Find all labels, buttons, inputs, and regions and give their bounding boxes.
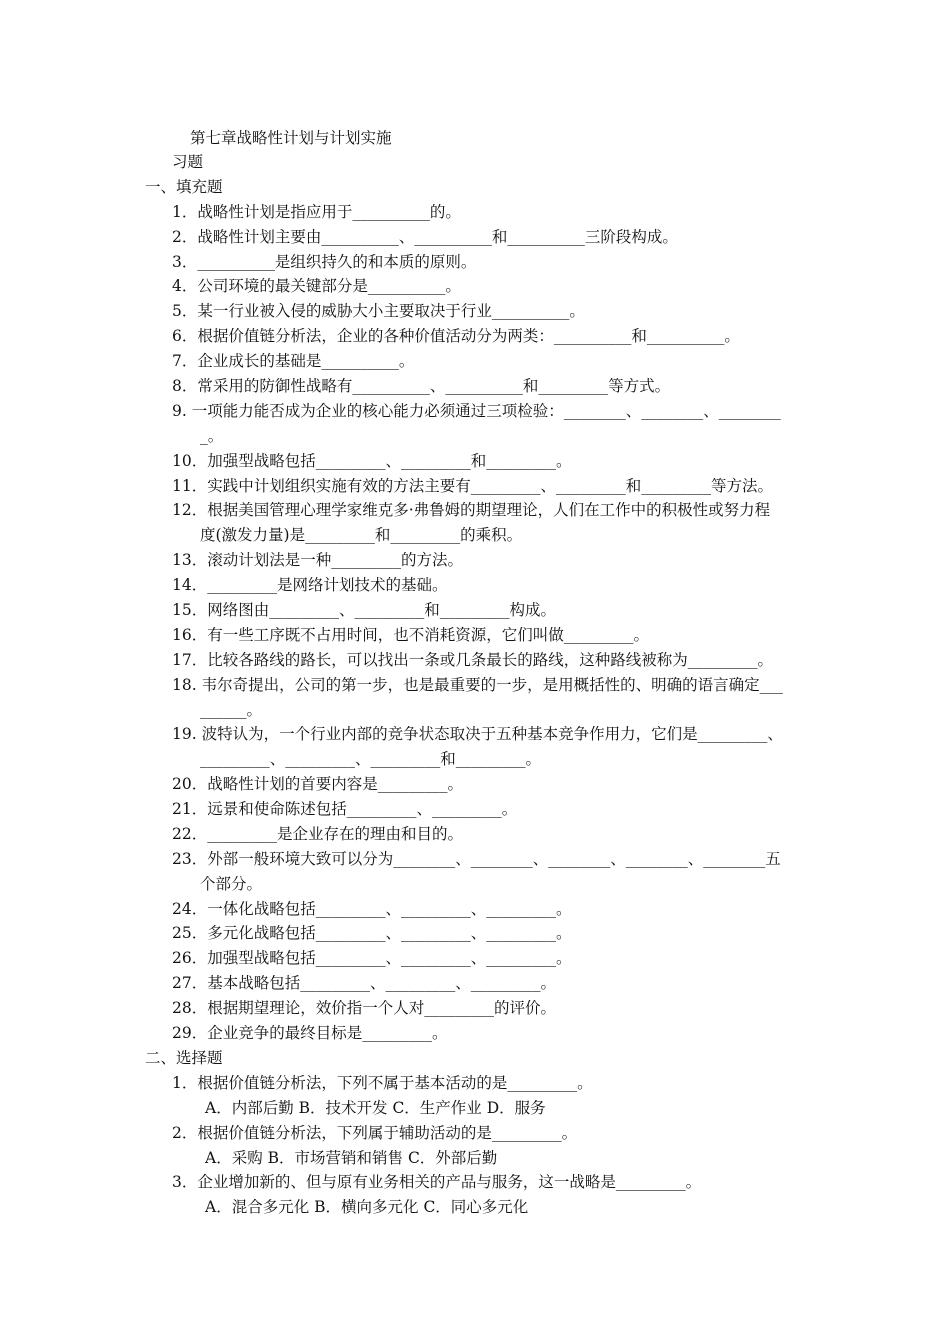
question-item: 27．基本战略包括_________、_________、_________。 [172,974,556,992]
question-item: 29．企业竞争的最终目标是_________。 [172,1024,448,1042]
question-continuation: 个部分。 [200,875,263,893]
question-item: 2．战略性计划主要由__________、__________和__________三阶段构成。 [172,228,678,246]
choice-options: A．采购 B．市场营销和销售 C．外部后勤 [205,1149,498,1167]
question-item: 9. 一项能力能否成为企业的核心能力必须通过三项检验：________、________、________ [172,402,781,420]
question-continuation: 度(激发力量)是_________和_________的乘积。 [200,526,523,544]
question-item: 3．__________是组织持久的和本质的原则。 [172,253,477,271]
question-item: 15．网络图由_________、_________和_________构成。 [172,601,556,619]
section-heading-fill-in: 一、填充题 [145,178,223,196]
question-item: 24．一体化战略包括_________、_________、_________。 [172,900,572,918]
question-item: 1．战略性计划是指应用于__________的。 [172,203,461,221]
question-item: 14．_________是网络计划技术的基础。 [172,576,448,594]
question-continuation: _________、_________、_________和_________。 [200,750,542,768]
question-item: 11．实践中计划组织实施有效的方法主要有_________、_________和_________等方法。 [172,477,773,495]
question-continuation: ______。 [200,701,263,719]
choice-question: 1．根据价值链分析法，下列不属于基本活动的是_________。 [172,1074,593,1092]
choice-options: A．混合多元化 B．横向多元化 C．同心多元化 [205,1198,529,1216]
choice-question: 2．根据价值链分析法，下列属于辅助活动的是_________。 [172,1124,578,1142]
question-item: 26．加强型战略包括_________、_________、_________。 [172,949,572,967]
page-subtitle: 习题 [172,153,204,171]
question-item: 6．根据价值链分析法，企业的各种价值活动分为两类：__________和__________。 [172,327,740,345]
question-item: 23．外部一般环境大致可以分为________、________、________、________、________五 [172,850,781,868]
choice-options: A．内部后勤 B．技术开发 C．生产作业 D．服务 [205,1099,546,1117]
question-item: 18. 韦尔奇提出，公司的第一步，也是最重要的一步，是用概括性的、明确的语言确定___ [172,676,783,694]
question-item: 17．比较各路线的路长，可以找出一条或几条最长的路线，这种路线被称为_________。 [172,651,773,669]
section-heading-multiple-choice: 二、选择题 [145,1049,223,1067]
question-item: 25．多元化战略包括_________、_________、_________。 [172,924,572,942]
question-item: 5．某一行业被入侵的威胁大小主要取决于行业__________。 [172,302,585,320]
question-item: 4．公司环境的最关键部分是__________。 [172,277,461,295]
question-item: 7．企业成长的基础是__________。 [172,352,415,370]
question-item: 19. 波特认为，一个行业内部的竞争状态取决于五种基本竞争作用力，它们是_________、 [172,725,783,743]
question-item: 8．常采用的防御性战略有__________、__________和_________等方式。 [172,377,671,395]
question-item: 12．根据美国管理心理学家维克多·弗鲁姆的期望理论，人们在工作中的积极性或努力程 [172,501,771,519]
question-item: 21．远景和使命陈述包括_________、_________。 [172,800,518,818]
question-item: 28．根据期望理论，效价指一个人对_________的评价。 [172,999,556,1017]
question-item: 20．战略性计划的首要内容是_________。 [172,775,463,793]
question-continuation: _。 [200,427,224,445]
question-item: 13．滚动计划法是一种_________的方法。 [172,551,463,569]
question-item: 10．加强型战略包括_________、_________和_________。 [172,452,572,470]
question-item: 16．有一些工序既不占用时间，也不消耗资源，它们叫做_________。 [172,626,649,644]
choice-question: 3．企业增加新的、但与原有业务相关的产品与服务，这一战略是_________。 [172,1173,702,1191]
question-item: 22．_________是企业存在的理由和目的。 [172,825,463,843]
page-title: 第七章战略性计划与计划实施 [190,129,392,147]
